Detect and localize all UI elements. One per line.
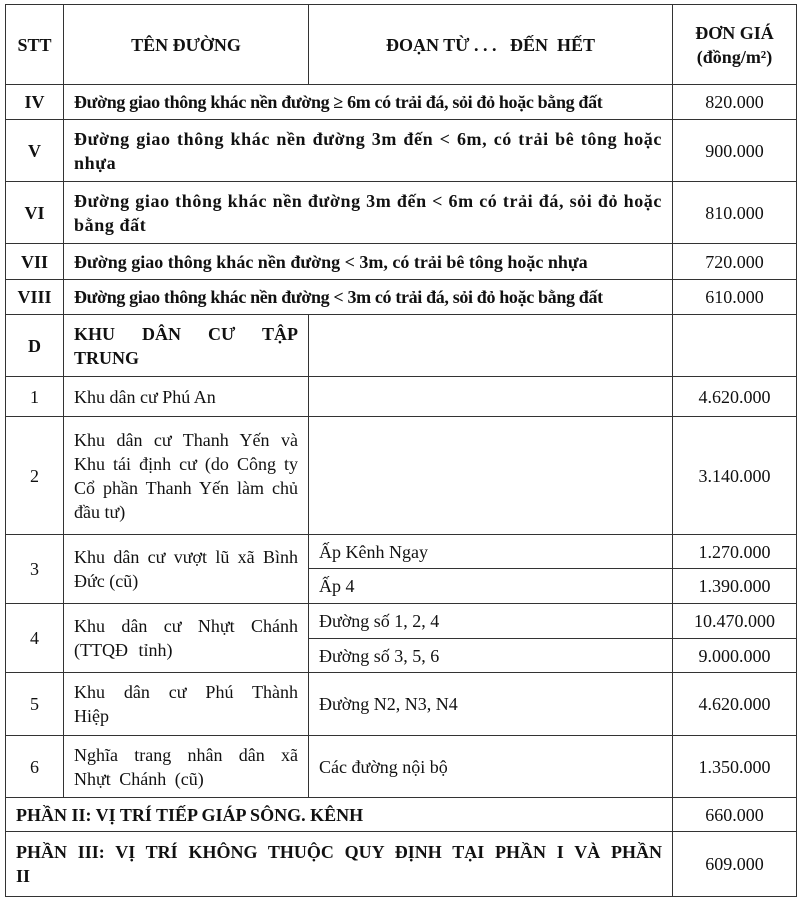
row-stt: 2 — [6, 417, 64, 535]
header-row — [6, 5, 797, 85]
row-segment: Các đường nội bộ — [309, 736, 673, 798]
row-stt: 4 — [6, 604, 64, 673]
row-segment: Ấp 4 — [309, 569, 673, 604]
row-stt: VI — [6, 182, 64, 244]
row-segment — [309, 377, 673, 417]
row-price: 9.000.000 — [673, 639, 797, 673]
row-price: 1.390.000 — [673, 569, 797, 604]
row-price: 900.000 — [673, 120, 797, 182]
table-row — [6, 535, 797, 569]
row-stt: 6 — [6, 736, 64, 798]
row-road-name: Đường giao thông khác nền đường 3m đến < 6m, có trải bê tông hoặc nhựa — [64, 120, 673, 182]
row-area-name: Nghĩa trang nhân dân xã Nhựt Chánh (cũ) — [64, 736, 309, 798]
part-title: PHẦN II: VỊ TRÍ TIẾP GIÁP SÔNG. KÊNH — [6, 798, 673, 832]
row-stt: VII — [6, 244, 64, 280]
row-price: 810.000 — [673, 182, 797, 244]
row-area-name: Khu dân cư Phú An — [64, 377, 309, 417]
table-row — [6, 85, 797, 120]
row-price: 820.000 — [673, 85, 797, 120]
row-segment — [309, 417, 673, 535]
row-road-name: Đường giao thông khác nền đường < 3m, có trải bê tông hoặc nhựa — [64, 244, 673, 280]
row-price: 3.140.000 — [673, 417, 797, 535]
part-row — [6, 832, 797, 897]
row-segment: Đường N2, N3, N4 — [309, 673, 673, 736]
table-row — [6, 417, 797, 535]
empty-cell — [309, 315, 673, 377]
land-price-table — [5, 4, 797, 897]
row-road-name: Đường giao thông khác nền đường ≥ 6m có trải đá, sỏi đỏ hoặc bằng đất — [64, 85, 673, 120]
part-title: PHẦN III: VỊ TRÍ KHÔNG THUỘC QUY ĐỊNH TẠI PHẦN I VÀ PHẦN II — [6, 832, 673, 897]
header-don-gia-line1: ĐƠN GIÁ — [695, 22, 774, 43]
row-segment: Đường số 3, 5, 6 — [309, 639, 673, 673]
table-row — [6, 377, 797, 417]
row-price: 1.350.000 — [673, 736, 797, 798]
section-d-title: KHU DÂN CƯ TẬP TRUNG — [64, 315, 309, 377]
row-price: 720.000 — [673, 244, 797, 280]
table-row — [6, 280, 797, 315]
row-price: 4.620.000 — [673, 377, 797, 417]
row-area-name: Khu dân cư Phú Thành Hiệp — [64, 673, 309, 736]
row-stt: 1 — [6, 377, 64, 417]
row-road-name: Đường giao thông khác nền đường 3m đến < 6m có trải đá, sỏi đỏ hoặc bằng đất — [64, 182, 673, 244]
section-d-row — [6, 315, 797, 377]
row-stt: 5 — [6, 673, 64, 736]
row-road-name: Đường giao thông khác nền đường < 3m có trải đá, sỏi đỏ hoặc bằng đất — [64, 280, 673, 315]
header-doan: ĐOẠN TỪ . . . ĐẾN HẾT — [309, 5, 673, 85]
header-ten-duong: TÊN ĐƯỜNG — [64, 5, 309, 85]
header-don-gia — [673, 5, 797, 85]
row-stt: 3 — [6, 535, 64, 604]
row-segment: Đường số 1, 2, 4 — [309, 604, 673, 639]
row-segment: Ấp Kênh Ngay — [309, 535, 673, 569]
table-row — [6, 182, 797, 244]
part-row — [6, 798, 797, 832]
row-price: 1.270.000 — [673, 535, 797, 569]
table-row — [6, 244, 797, 280]
row-area-name: Khu dân cư vượt lũ xã Bình Đức (cũ) — [64, 535, 309, 604]
row-area-name: Khu dân cư Thanh Yến và Khu tái định cư (do Công ty Cổ phần Thanh Yến làm chủ đầu tư) — [64, 417, 309, 535]
header-stt: STT — [6, 5, 64, 85]
row-price: 610.000 — [673, 280, 797, 315]
section-d-stt: D — [6, 315, 64, 377]
part-price: 660.000 — [673, 798, 797, 832]
row-stt: IV — [6, 85, 64, 120]
empty-cell — [673, 315, 797, 377]
table-row — [6, 736, 797, 798]
row-stt: V — [6, 120, 64, 182]
table-row — [6, 604, 797, 639]
row-stt: VIII — [6, 280, 64, 315]
row-price: 4.620.000 — [673, 673, 797, 736]
table-row — [6, 120, 797, 182]
row-price: 10.470.000 — [673, 604, 797, 639]
header-don-gia-unit: (đồng/m²) — [696, 46, 773, 67]
table-row — [6, 673, 797, 736]
row-area-name: Khu dân cư Nhựt Chánh (TTQĐ tỉnh) — [64, 604, 309, 673]
part-price: 609.000 — [673, 832, 797, 897]
